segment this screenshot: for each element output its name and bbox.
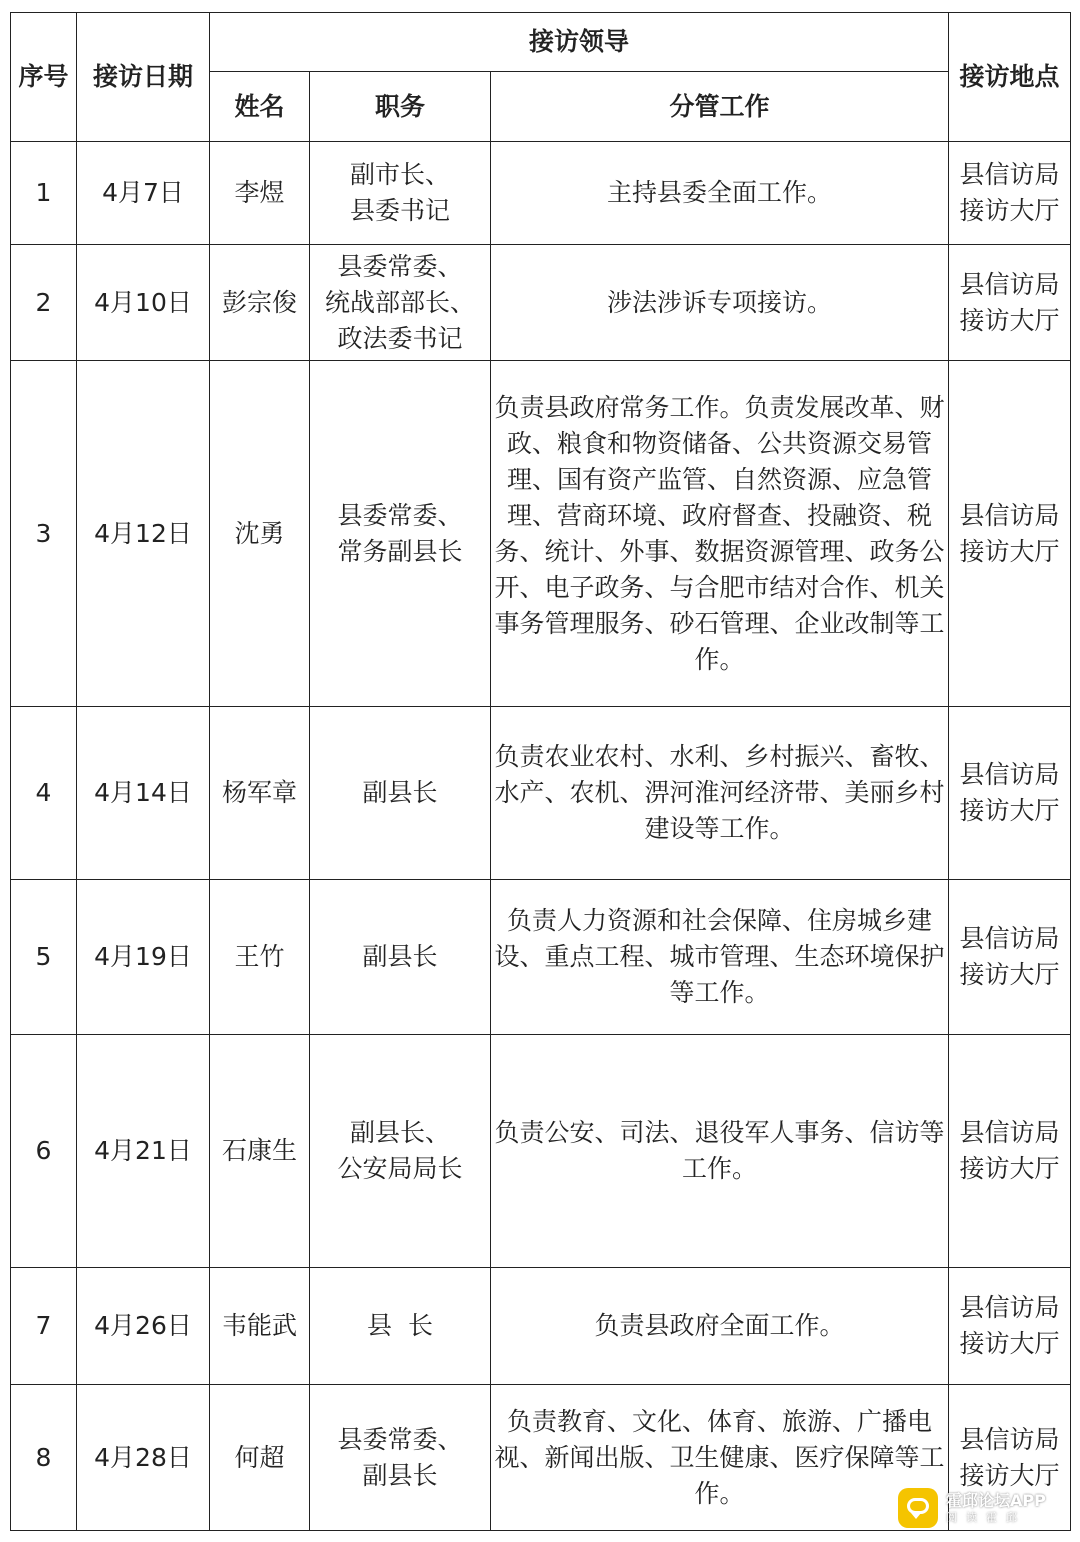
row-date: 4月21日 [77, 1035, 210, 1268]
row-seq: 3 [11, 361, 77, 707]
row-seq: 5 [11, 880, 77, 1035]
row-position [310, 245, 491, 361]
table-row [11, 142, 1071, 245]
row-seq: 1 [11, 142, 77, 245]
header-seq: 序号 [11, 13, 77, 142]
header-position: 职务 [310, 72, 491, 142]
row-location [949, 880, 1071, 1035]
position-line: 公安局局长 [337, 1154, 463, 1183]
row-name: 何超 [210, 1385, 310, 1531]
position-line: 县委常委、 [337, 251, 463, 281]
row-duties: 负责人力资源和社会保障、住房城乡建设、重点工程、城市管理、生态环境保护等工作。 [491, 880, 949, 1035]
row-duties: 涉法涉诉专项接访。 [491, 245, 949, 361]
table-row [11, 245, 1071, 361]
location-line: 县信访局 [959, 1293, 1060, 1322]
header-row-top [11, 13, 1071, 72]
row-location [949, 1385, 1071, 1531]
row-duties: 负责教育、文化、体育、旅游、广播电视、新闻出版、卫生健康、医疗保障等工作。 [491, 1385, 949, 1531]
row-position [310, 707, 491, 880]
position-line: 县 长 [367, 1311, 433, 1340]
table-row [11, 707, 1071, 880]
row-seq: 4 [11, 707, 77, 880]
row-location [949, 361, 1071, 707]
watermark-title: 霍邱论坛APP [946, 1491, 1046, 1510]
header-name: 姓名 [210, 72, 310, 142]
row-location [949, 245, 1071, 361]
row-date: 4月26日 [77, 1268, 210, 1385]
row-name: 彭宗俊 [210, 245, 310, 361]
row-duties: 负责农业农村、水利、乡村振兴、畜牧、水产、农机、淠河淮河经济带、美丽乡村建设等工作。 [491, 707, 949, 880]
schedule-rows [11, 142, 1071, 1531]
location-line: 县信访局 [959, 160, 1060, 189]
row-location [949, 1035, 1071, 1268]
location-line: 县信访局 [959, 500, 1060, 530]
row-position [310, 1268, 491, 1385]
row-duties: 负责县政府常务工作。负责发展改革、财政、粮食和物资储备、公共资源交易管理、国有资产监管、自然资源、应急管理、营商环境、政府督查、投融资、税务、统计、外事、数据资源管理、政务公开、电子政务、与合肥市结对合作、机关事务管理服务、砂石管理、企业改制等工作。 [491, 361, 949, 707]
row-name: 沈勇 [210, 361, 310, 707]
position-line: 县委常委、 [337, 500, 463, 530]
row-position [310, 1035, 491, 1268]
header-date: 接访日期 [77, 13, 210, 142]
row-name: 韦能武 [210, 1268, 310, 1385]
location-line: 接访大厅 [959, 305, 1060, 335]
table-row [11, 361, 1071, 707]
location-line: 县信访局 [959, 924, 1060, 953]
row-duties: 主持县委全面工作。 [491, 142, 949, 245]
row-date: 4月12日 [77, 361, 210, 707]
location-line: 县信访局 [959, 1118, 1060, 1147]
table-row [11, 1268, 1071, 1385]
header-leader-group: 接访领导 [210, 13, 949, 72]
position-line: 政法委书记 [337, 323, 463, 353]
row-date: 4月10日 [77, 245, 210, 361]
row-name: 王竹 [210, 880, 310, 1035]
row-date: 4月7日 [77, 142, 210, 245]
position-line: 副市长、 [349, 160, 450, 189]
row-location [949, 707, 1071, 880]
reception-schedule-table [10, 12, 1071, 1531]
row-name: 石康生 [210, 1035, 310, 1268]
row-date: 4月28日 [77, 1385, 210, 1531]
watermark-subtitle: 阅读霍邱 [946, 1511, 1026, 1524]
position-line: 副县长、 [349, 1118, 450, 1147]
location-line: 接访大厅 [959, 536, 1060, 566]
row-date: 4月14日 [77, 707, 210, 880]
row-position [310, 1385, 491, 1531]
location-line: 接访大厅 [959, 796, 1060, 825]
header-location: 接访地点 [949, 13, 1071, 142]
location-line: 接访大厅 [959, 1460, 1060, 1490]
location-line: 县信访局 [959, 269, 1060, 299]
position-line: 副县长 [362, 942, 438, 971]
position-line: 县委常委、 [337, 1424, 463, 1454]
header-duties: 分管工作 [491, 72, 949, 142]
table-row [11, 880, 1071, 1035]
location-line: 接访大厅 [959, 1154, 1060, 1183]
row-duties: 负责公安、司法、退役军人事务、信访等工作。 [491, 1035, 949, 1268]
row-position [310, 880, 491, 1035]
row-seq: 2 [11, 245, 77, 361]
location-line: 接访大厅 [959, 196, 1060, 225]
location-line: 县信访局 [959, 1424, 1060, 1454]
row-name: 杨军章 [210, 707, 310, 880]
row-date: 4月19日 [77, 880, 210, 1035]
row-location [949, 142, 1071, 245]
table-row [11, 1035, 1071, 1268]
row-name: 李煜 [210, 142, 310, 245]
row-duties: 负责县政府全面工作。 [491, 1268, 949, 1385]
location-line: 县信访局 [959, 760, 1060, 789]
row-position [310, 361, 491, 707]
row-seq: 7 [11, 1268, 77, 1385]
row-position [310, 142, 491, 245]
position-line: 县委书记 [349, 196, 450, 225]
row-seq: 6 [11, 1035, 77, 1268]
location-line: 接访大厅 [959, 960, 1060, 989]
position-line: 副县长 [362, 778, 438, 807]
table-row [11, 1385, 1071, 1531]
location-line: 接访大厅 [959, 1329, 1060, 1358]
row-location [949, 1268, 1071, 1385]
position-line: 统战部部长、 [324, 287, 475, 317]
position-line: 副县长 [362, 1460, 438, 1490]
position-line: 常务副县长 [337, 536, 463, 566]
row-seq: 8 [11, 1385, 77, 1531]
